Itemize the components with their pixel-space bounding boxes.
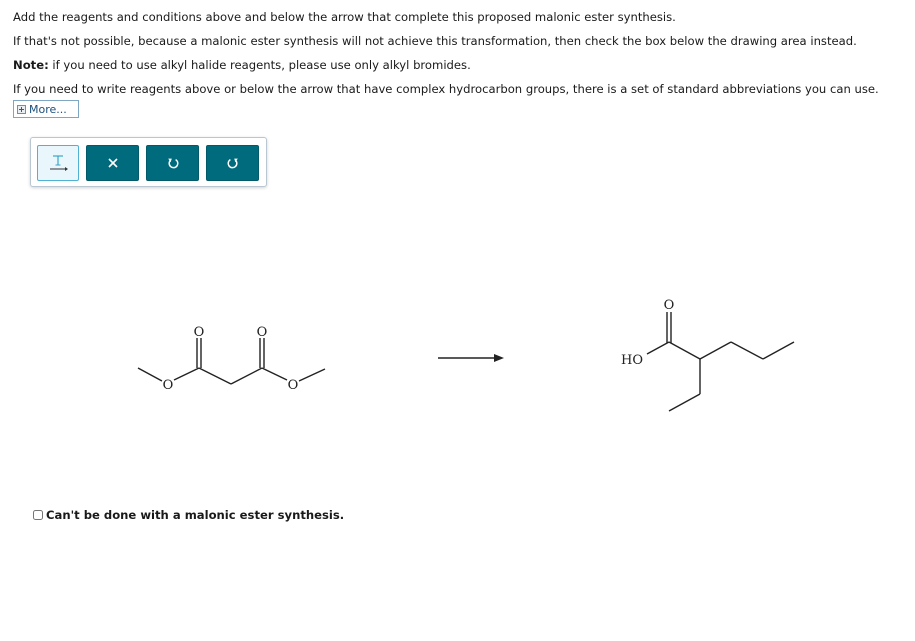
undo-icon (166, 156, 180, 170)
note-text: if you need to use alkyl halide reagents, please use only alkyl bromides. (48, 58, 471, 72)
reactant-carbonyl-oxygen-2: O (256, 325, 268, 340)
product-hydroxyl-label: HO (621, 353, 643, 368)
redo-button[interactable] (206, 145, 259, 181)
reactant-ester-oxygen-2: O (287, 378, 299, 393)
product-carbonyl-oxygen: O (663, 298, 675, 313)
text-tool-button[interactable] (37, 145, 79, 181)
product-molecule (647, 312, 794, 411)
more-button[interactable] (13, 100, 79, 118)
cannot-be-done-checkbox[interactable] (33, 510, 43, 520)
reactant-carbonyl-oxygen-1: O (193, 325, 205, 340)
close-icon (106, 156, 120, 170)
more-button-label: More... (29, 102, 67, 116)
clear-button[interactable] (86, 145, 139, 181)
note-label: Note: (13, 58, 49, 72)
redo-icon (226, 156, 240, 170)
instruction-line-2: If that's not possible, because a malonic ester synthesis will not achieve this transformation, then check the box below the drawing area instead. (13, 34, 857, 48)
cannot-be-done-option (33, 508, 344, 522)
note-line (13, 58, 471, 72)
drawing-toolbar (30, 137, 267, 187)
text-arrow-icon (47, 152, 69, 174)
instruction-line-4: If you need to write reagents above or below the arrow that have complex hydrocarbon groups, there is a set of standard abbreviations you can use. (13, 82, 879, 96)
instruction-line-1: Add the reagents and conditions above and below the arrow that complete this proposed malonic ester synthesis. (13, 10, 676, 24)
reaction-arrow[interactable] (438, 354, 504, 362)
reaction-canvas[interactable] (0, 250, 915, 450)
cannot-be-done-label[interactable]: Can't be done with a malonic ester synthesis. (46, 508, 345, 522)
reactant-ester-oxygen-1: O (162, 378, 174, 393)
undo-button[interactable] (146, 145, 199, 181)
expand-plus-icon (17, 105, 26, 114)
